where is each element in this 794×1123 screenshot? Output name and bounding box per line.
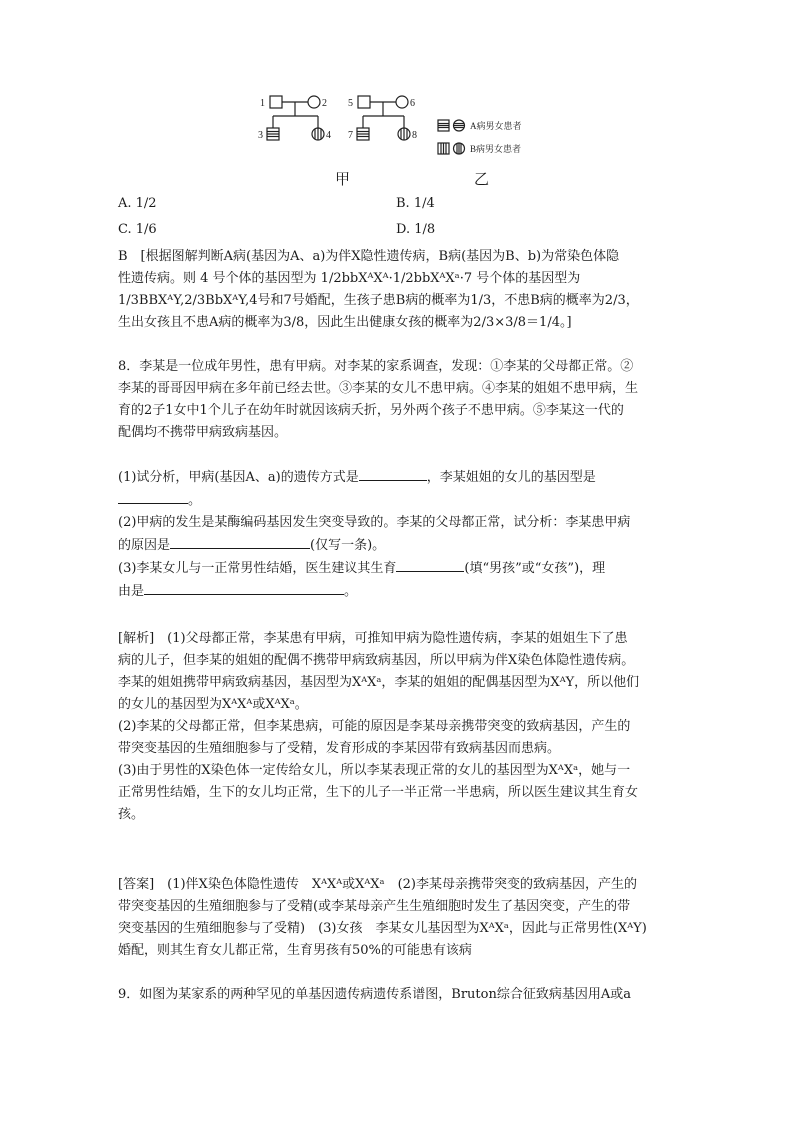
analysis-line-9: 孩。 [118, 807, 145, 822]
pedigree-num-5: 5 [348, 98, 353, 109]
q7-answer-line-3: 1/3BBXᴬY,2/3BbXᴬY,4号和7号婚配，生孩子患B病的概率为1/3，不患B病的概率为2/3， [118, 293, 639, 308]
answer-blank-1[interactable] [359, 466, 427, 481]
answer-blank-3[interactable] [170, 534, 310, 549]
answer-line-4: 婚配，则其生育女儿都正常，生育男孩有50%的可能患有该病 [118, 943, 472, 958]
analysis-line-1: [解析] (1)父母都正常，李某患有甲病，可推知甲病为隐性遗传病，李某的姐姐生下了患 [118, 631, 628, 646]
q8-line-2: 李某的哥哥因甲病在多年前已经去世。③李某的女儿不患甲病。④李某的姐姐不患甲病，生 [118, 381, 639, 396]
q8-sub-3-line-1 [118, 557, 678, 580]
q9-line-1: 9．如图为某家系的两种罕见的单基因遗传病遗传系谱图，Bruton综合征致病基因用A或a [118, 987, 631, 1002]
q8-sub-questions [118, 466, 678, 603]
pedigree-diagram [250, 88, 550, 188]
q8-sub-2-line-1: (2)甲病的发生是某酶编码基因发生突变导致的。李某的父母都正常，试分析：李某患甲病 [118, 515, 631, 530]
pedigree-num-3: 3 [258, 130, 263, 141]
choice-d: D. 1/8 [396, 222, 436, 237]
choice-a: A. 1/2 [118, 196, 157, 211]
analysis-line-4: 的女儿的基因型为XᴬXᴬ或XᴬXᵃ。 [118, 697, 308, 712]
q8-sub-1-text-b: ，李某姐姐的女儿的基因型是 [426, 470, 596, 485]
q8-stem [118, 356, 678, 444]
individual-5-male [358, 96, 370, 108]
q7-answer-line-1: B [根据图解判断A病(基因为A、a)为伴X隐性遗传病，B病(基因为B、b)为常染色体隐 [118, 249, 620, 264]
q8-sub-3-text-a: (3)李某女儿与一正常男性结婚，医生建议其生育 [118, 561, 397, 576]
analysis-line-3: 李某的姐姐携带甲病致病基因，基因型为XᴬXᵃ，李某的姐姐的配偶基因型为XᴬY，所以他们 [118, 675, 640, 690]
q8-sub-2-text-b: 的原因是 [118, 538, 171, 553]
answer-block [118, 874, 678, 962]
q9-stem [118, 984, 678, 1006]
q8-sub-2-text-c: (仅写一条)。 [310, 538, 386, 553]
legend-a-label: A病男女患者 [470, 121, 522, 131]
analysis-line-6: 带突变基因的生殖细胞参与了受精，发育形成的李某因带有致病基因而患病。 [118, 741, 561, 756]
family-label-yi: 乙 [474, 170, 490, 188]
q7-answer-block [118, 246, 678, 334]
analysis-block [118, 628, 678, 826]
q8-sub-1-line-2 [118, 489, 678, 512]
q8-sub-3-line-2 [118, 580, 678, 603]
analysis-line-2: 病的儿子，但李某的姐姐的配偶不携带甲病致病基因，所以甲病为伴X染色体隐性遗传病。 [118, 653, 635, 668]
pedigree-num-8: 8 [412, 130, 417, 141]
individual-1-male [270, 96, 282, 108]
q8-line-1: 8．李某是一位成年男性，患有甲病。对李某的家系调查，发现：①李某的父母都正常。② [118, 359, 634, 374]
q7-answer-line-2: 性遗传病。则 4 号个体的基因型为 1/2bbXᴬXᴬ·1/2bbXᴬXᵃ·7 号个体的基因型为 [118, 271, 581, 286]
q8-sub-3-text-b: (填“男孩”或“女孩”)，理 [464, 561, 606, 576]
analysis-line-5: (2)李某的父母都正常，但李某患病，可能的原因是李某母亲携带突变的致病基因，产生的 [118, 719, 631, 734]
choice-c: C. 1/6 [118, 222, 157, 237]
choice-b: B. 1/4 [396, 196, 435, 211]
legend-b-label: B病男女患者 [470, 144, 522, 154]
answer-line-1: [答案] (1)伴X染色体隐性遗传 XᴬXᴬ或XᴬXᵃ (2)李某母亲携带突变的致病基因，产生的 [118, 877, 637, 892]
family-label-jia: 甲 [335, 170, 351, 188]
pedigree-num-7: 7 [348, 130, 353, 141]
answer-blank-2[interactable] [118, 489, 188, 504]
q8-sub-2-line-2 [118, 534, 678, 557]
pedigree-num-1: 1 [260, 98, 265, 109]
q8-sub-1-text-a: (1)试分析，甲病(基因A、a)的遗传方式是 [118, 470, 359, 485]
pedigree-num-4: 4 [326, 130, 331, 141]
answer-blank-5[interactable] [144, 580, 344, 595]
q8-line-4: 配偶均不携带甲病致病基因。 [118, 425, 288, 440]
analysis-line-8: 正常男性结婚，生下的女儿均正常，生下的儿子一半正常一半患病，所以医生建议其生育女 [118, 785, 639, 800]
q7-answer-line-4: 生出女孩且不患A病的概率为3/8，因此生出健康女孩的概率为2/3×3/8＝1/4。] [118, 315, 572, 330]
q8-sub-1-line-1 [118, 466, 678, 489]
q8-sub-3-text-d: 。 [344, 584, 358, 599]
pedigree-num-6: 6 [410, 98, 415, 109]
analysis-line-7: (3)由于男性的X染色体一定传给女儿，所以李某表现正常的女儿的基因型为XᴬXᵃ，她与一 [118, 763, 631, 778]
q8-sub-1-text-c: 。 [188, 493, 202, 508]
q8-line-3: 育的2子1女中1个儿子在幼年时就因该病夭折，另外两个孩子不患甲病。⑤李某这一代的 [118, 403, 624, 418]
answer-line-3: 突变基因的生殖细胞参与了受精) (3)女孩 李某女儿基因型为XᴬXᵃ，因此与正常男性(XᴬY) [118, 921, 647, 936]
individual-6-female [396, 96, 408, 108]
individual-2-female [308, 96, 320, 108]
q8-sub-3-text-c: 由是 [118, 584, 145, 599]
pedigree-num-2: 2 [322, 98, 327, 109]
answer-line-2: 带突变基因的生殖细胞参与了受精(或李某母亲产生生殖细胞时发生了基因突变，产生的带 [118, 899, 631, 914]
answer-blank-4[interactable] [396, 557, 464, 572]
